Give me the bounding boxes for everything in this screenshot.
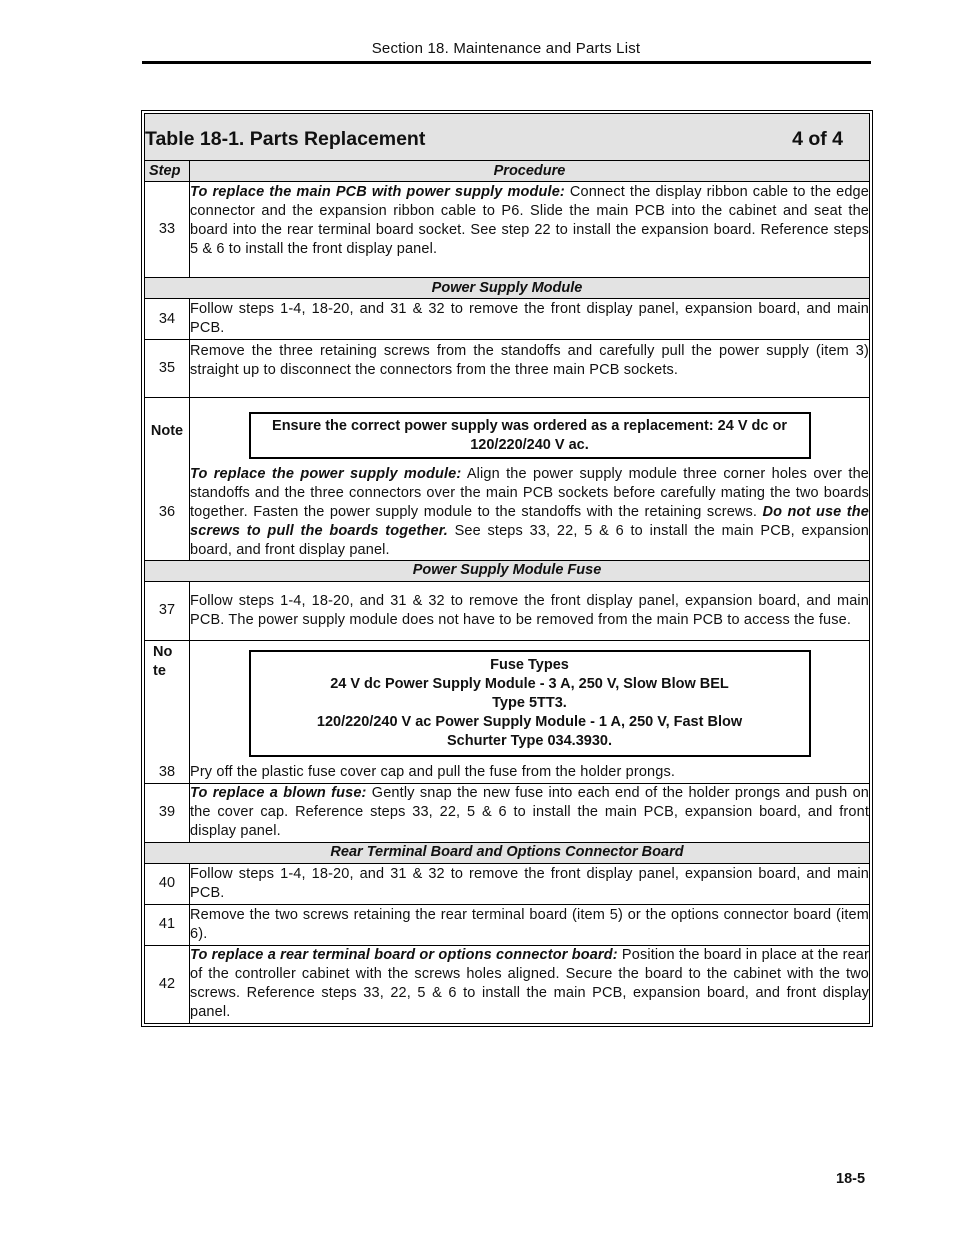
- procedure-lead: To replace a blown fuse:: [190, 785, 367, 801]
- procedure-text: [190, 182, 870, 278]
- note-label: Note: [145, 398, 190, 465]
- procedure-text: [190, 465, 870, 561]
- col-header-procedure: Procedure: [190, 161, 870, 182]
- table-page-indicator: 4 of 4: [792, 127, 843, 150]
- section-row: [145, 842, 870, 863]
- section-row: [145, 560, 870, 581]
- col-header-step: Step: [145, 161, 190, 182]
- procedure-text: Follow steps 1-4, 18-20, and 31 & 32 to remove the front display panel, expansion board, and main PCB.: [190, 299, 870, 340]
- procedure-body: Align the power supply module three corner holes over the standoffs and the three connectors over the main PCB sockets before carefully mating the two boards together. Fasten the power supply module to the standoffs with the retaining screws.: [190, 465, 869, 520]
- procedure-body: Connect the display ribbon cable to the edge connector and the expansion ribbon cable to P6. Slide the main PCB into the cabinet and seat the board into the rear terminal board socket. See step 22 to install the expansion board. Reference steps 5 & 6 to install the front display panel.: [190, 184, 869, 257]
- section-title: Power Supply Module Fuse: [145, 560, 870, 581]
- fuse-types-box: Fuse Types 24 V dc Power Supply Module - 3 A, 250 V, Slow Blow BEL Type 5TT3. 120/220/240 V ac Power Supply Module - 1 A, 250 V, Fast Blow Schurter Type 034.3930.: [249, 650, 811, 757]
- page-header: Section 18. Maintenance and Parts List: [371, 40, 641, 57]
- procedure-lead: To replace the main PCB with power supply module:: [190, 184, 565, 200]
- step-number: 37: [145, 581, 190, 640]
- procedure-text: [190, 783, 870, 842]
- procedure-body: Gently snap the new fuse into each end of the holder prongs and push on the cover cap. Reference steps 33, 22, 5 & 6 to install the main PCB, expansion board, and front display panel.: [190, 785, 869, 839]
- note-row: [145, 640, 870, 762]
- procedure-body-end: See steps 33, 22, 5 & 6 to install the main PCB, expansion board, and front display panel.: [190, 522, 869, 558]
- procedure-text: Follow steps 1-4, 18-20, and 31 & 32 to remove the front display panel, expansion board, and main PCB. The power supply module does not have to be removed from the main PCB to access the fuse.: [190, 581, 870, 640]
- table-row: [145, 945, 870, 1023]
- section-row: [145, 278, 870, 299]
- step-number: 40: [145, 863, 190, 904]
- step-number: 33: [145, 182, 190, 278]
- step-number: 36: [145, 465, 190, 561]
- procedure-text: Remove the three retaining screws from the standoffs and carefully pull the power supply (item 3) straight up to disconnect the connectors from the three main PCB sockets.: [190, 340, 870, 398]
- table-row: [145, 863, 870, 904]
- procedure-warning: Do not use the screws to pull the boards together.: [190, 503, 869, 539]
- note-label: No te: [145, 640, 190, 762]
- step-number: 41: [145, 904, 190, 945]
- note-row: [145, 398, 870, 465]
- procedure-lead: To replace the power supply module:: [190, 465, 462, 482]
- table-row: [145, 299, 870, 340]
- procedure-lead: To replace a rear terminal board or options connector board:: [190, 947, 618, 963]
- table-title-row: [145, 114, 870, 161]
- table-row: [145, 340, 870, 398]
- step-number: 34: [145, 299, 190, 340]
- table-row: [145, 783, 870, 842]
- table-row: [145, 465, 870, 561]
- table-row: [145, 581, 870, 640]
- table-row: [145, 182, 870, 278]
- procedure-text: [190, 945, 870, 1023]
- step-number: 42: [145, 945, 190, 1023]
- section-title: Power Supply Module: [145, 278, 870, 299]
- step-number: 38: [145, 762, 190, 783]
- section-title: Rear Terminal Board and Options Connector Board: [145, 842, 870, 863]
- note-box: Ensure the correct power supply was ordered as a replacement: 24 V dc or 120/220/240 V ac.: [249, 412, 811, 459]
- procedure-text: Remove the two screws retaining the rear terminal board (item 5) or the options connector board (item 6).: [190, 904, 870, 945]
- header-rule: [142, 61, 871, 64]
- column-header-row: [145, 161, 870, 182]
- table-title: Table 18-1. Parts Replacement: [145, 127, 426, 150]
- parts-replacement-table: [141, 110, 873, 1027]
- procedure-text: Pry off the plastic fuse cover cap and pull the fuse from the holder prongs.: [190, 762, 870, 783]
- page-number: 18-5: [836, 1171, 866, 1187]
- procedure-body: Position the board in place at the rear of the controller cabinet with the screws holes aligned. Secure the board to the cabinet with the two screws. Reference steps 33, 22, 5 & 6 to install the main PCB, expansion board, and front display panel.: [190, 947, 870, 1020]
- step-number: 39: [145, 783, 190, 842]
- table-row: [145, 762, 870, 783]
- procedure-text: Follow steps 1-4, 18-20, and 31 & 32 to remove the front display panel, expansion board, and main PCB.: [190, 863, 870, 904]
- step-number: 35: [145, 340, 190, 398]
- table-row: [145, 904, 870, 945]
